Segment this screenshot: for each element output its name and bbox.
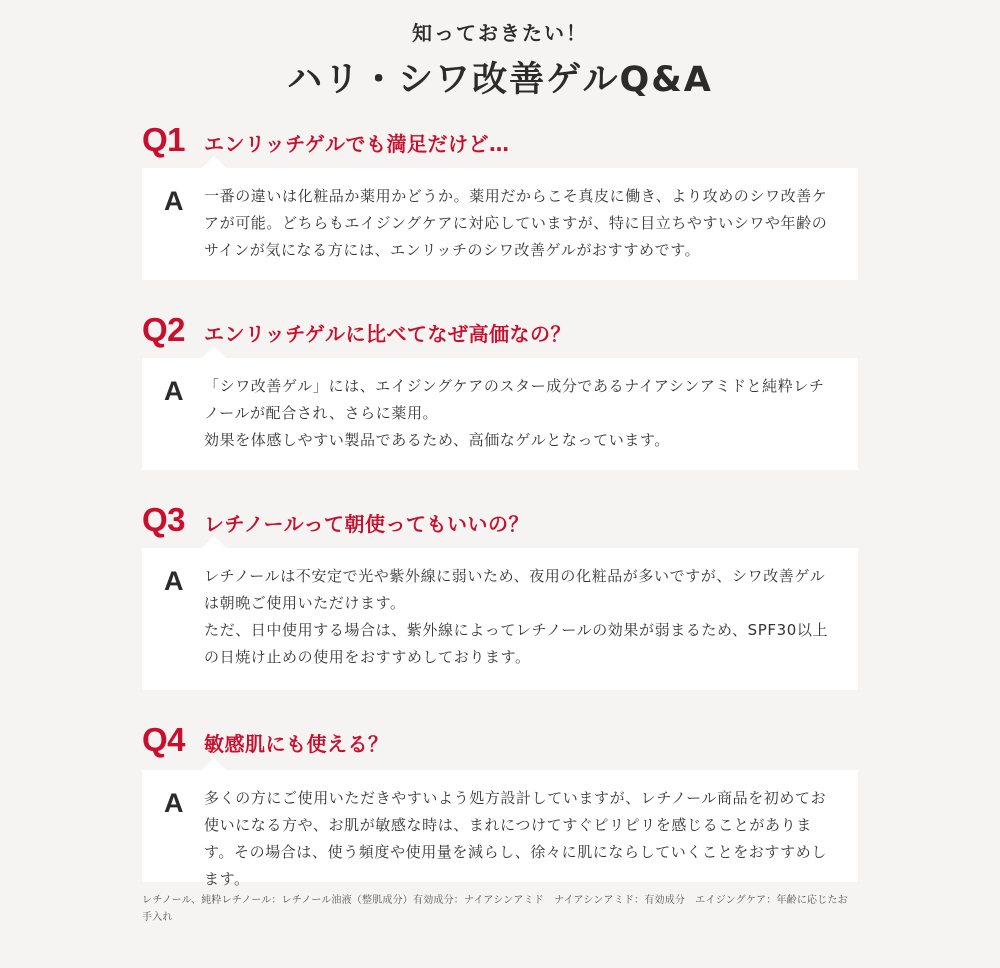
question-row	[142, 310, 858, 350]
answer-paragraph: 「シワ改善ゲル」には、エイジングケアのスター成分であるナイアシンアミドと純粋レチノールが配合され、さらに薬用。	[204, 377, 825, 422]
section-subtitle: 知っておきたい！	[412, 21, 588, 45]
qa-section	[142, 0, 858, 888]
footnote: レチノール、純粋レチノール：レチノール油液（整肌成分）有効成分：ナイアシンアミド ナイアシンアミド：有効成分 エイジングケア：年齢に応じたお手入れ	[142, 895, 848, 923]
answer-label: A	[164, 186, 184, 216]
answer-text	[204, 373, 836, 454]
answer-label: A	[164, 376, 184, 406]
answer-text	[204, 183, 836, 264]
answer-box-1	[142, 168, 858, 280]
question-text: エンリッチゲルに比べてなぜ高価なの？	[204, 322, 571, 346]
question-text: 敏感肌にも使える？	[204, 732, 389, 756]
answer-label: A	[164, 566, 184, 596]
question-row	[142, 720, 858, 760]
answer-paragraph: ただ、日中使用する場合は、紫外線によってレチノールの効果が弱まるため、SPF30以上の日焼け止めの使用をおすすめしております。	[204, 621, 829, 666]
question-row	[142, 120, 858, 160]
question-text: レチノールって朝使ってもいいの？	[204, 512, 529, 536]
qa-item-1	[142, 120, 858, 160]
question-number: Q4	[142, 721, 186, 758]
qa-item-2	[142, 310, 858, 350]
question-number: Q1	[142, 121, 186, 158]
answer-text	[204, 785, 836, 893]
answer-paragraph: レチノールは不安定で光や紫外線に弱いため、夜用の化粧品が多いですが、シワ改善ゲルは朝晩ご使用いただけます。	[204, 567, 826, 612]
question-row	[142, 500, 858, 540]
qa-item-4	[142, 720, 858, 760]
answer-paragraph: 効果を体感しやすい製品であるため、高価なゲルとなっています。	[204, 431, 670, 449]
answer-paragraph: 一番の違いは化粧品か薬用かどうか。薬用だからこそ真皮に働き、より攻めのシワ改善ケアが可能。どちらもエイジングケアに対応していますが、特に目立ちやすいシワや年齢のサインが気になる方には、エンリッチのシワ改善ゲルがおすすめです。	[204, 187, 828, 259]
section-title: ハリ・シワ改善ゲルQ&A	[287, 60, 713, 100]
question-number: Q2	[142, 311, 186, 348]
answer-box-3	[142, 548, 858, 690]
qa-item-3	[142, 500, 858, 540]
answer-box-2	[142, 358, 858, 470]
answer-paragraph: 多くの方にご使用いただきやすいよう処方設計していますが、レチノール商品を初めてお使いになる方や、お肌が敏感な時は、まれにつけてすぐピリピリを感じることがあります。その場合は、使う頻度や使用量を減らし、徐々に肌にならしていくことをおすすめします。	[204, 789, 827, 888]
question-text: エンリッチゲルでも満足だけど…	[204, 132, 510, 156]
answer-text	[204, 563, 836, 671]
answer-label: A	[164, 788, 184, 818]
section-header	[142, 0, 858, 102]
question-number: Q3	[142, 501, 186, 538]
answer-box-4	[142, 770, 858, 888]
